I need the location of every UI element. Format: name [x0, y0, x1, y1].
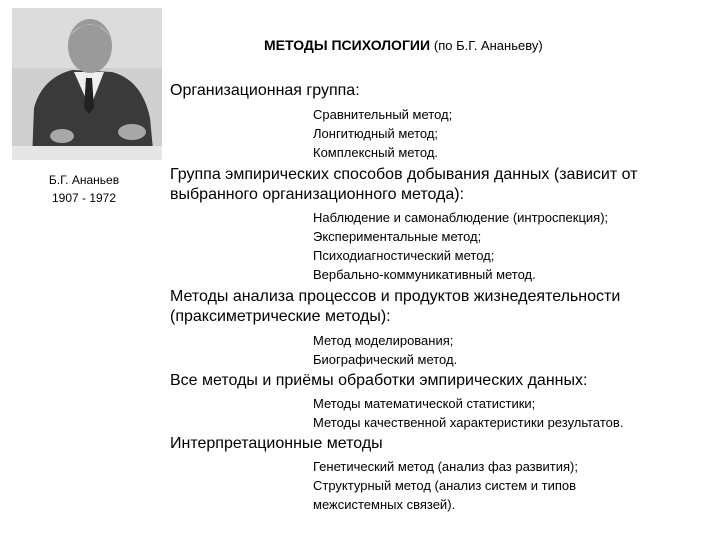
method-item: Наблюдение и самонаблюдение (интроспекция); [313, 210, 609, 225]
group-items [313, 105, 452, 162]
method-item: Генетический метод (анализ фаз развития); [313, 459, 578, 474]
group-heading [170, 81, 360, 101]
group-items [313, 331, 457, 369]
group-items [313, 394, 623, 432]
method-item: Экспериментальные метод; [313, 229, 482, 244]
group-heading-line: Интерпретационные методы [170, 435, 383, 452]
group-items [313, 208, 608, 284]
group-heading-line: Организационная группа: [170, 82, 360, 99]
method-item: Методы математической статистики; [313, 396, 536, 411]
method-item: Лонгитюдный метод; [313, 126, 439, 141]
group-heading-line: Группа эмпирических способов добывания данных (зависит от [170, 166, 638, 183]
method-item: Методы качественной характеристики результатов. [313, 415, 624, 430]
group-heading [170, 165, 637, 205]
group-heading-line: (праксиметрические методы): [170, 308, 391, 325]
group-heading [170, 371, 587, 391]
group-heading [170, 434, 383, 454]
method-item: Метод моделирования; [313, 333, 454, 348]
group-items [313, 457, 578, 514]
method-item: Структурный метод (анализ систем и типов [313, 478, 577, 493]
method-item: Вербально-коммуникативный метод. [313, 267, 536, 282]
method-item: Комплексный метод. [313, 145, 439, 160]
title-main: МЕТОДЫ ПСИХОЛОГИИ [264, 37, 431, 53]
portrait-name: Б.Г. Ананьев [48, 173, 120, 187]
group-heading-line: выбранного организационного метода): [170, 186, 465, 203]
group-heading [170, 287, 620, 327]
page-title [264, 37, 543, 53]
method-item: Сравнительный метод; [313, 107, 453, 122]
group-heading-line: Методы анализа процессов и продуктов жизнедеятельности [170, 288, 621, 305]
method-item: Психодиагностический метод; [313, 248, 495, 263]
method-item: межсистемных связей). [313, 497, 456, 512]
portrait-photo [12, 8, 162, 160]
method-item: Биографический метод. [313, 352, 458, 367]
group-heading-line: Все методы и приёмы обработки эмпирических данных: [170, 372, 588, 389]
title-sub: (по Б.Г. Ананьеву) [433, 38, 543, 53]
portrait-years: 1907 - 1972 [51, 191, 117, 205]
